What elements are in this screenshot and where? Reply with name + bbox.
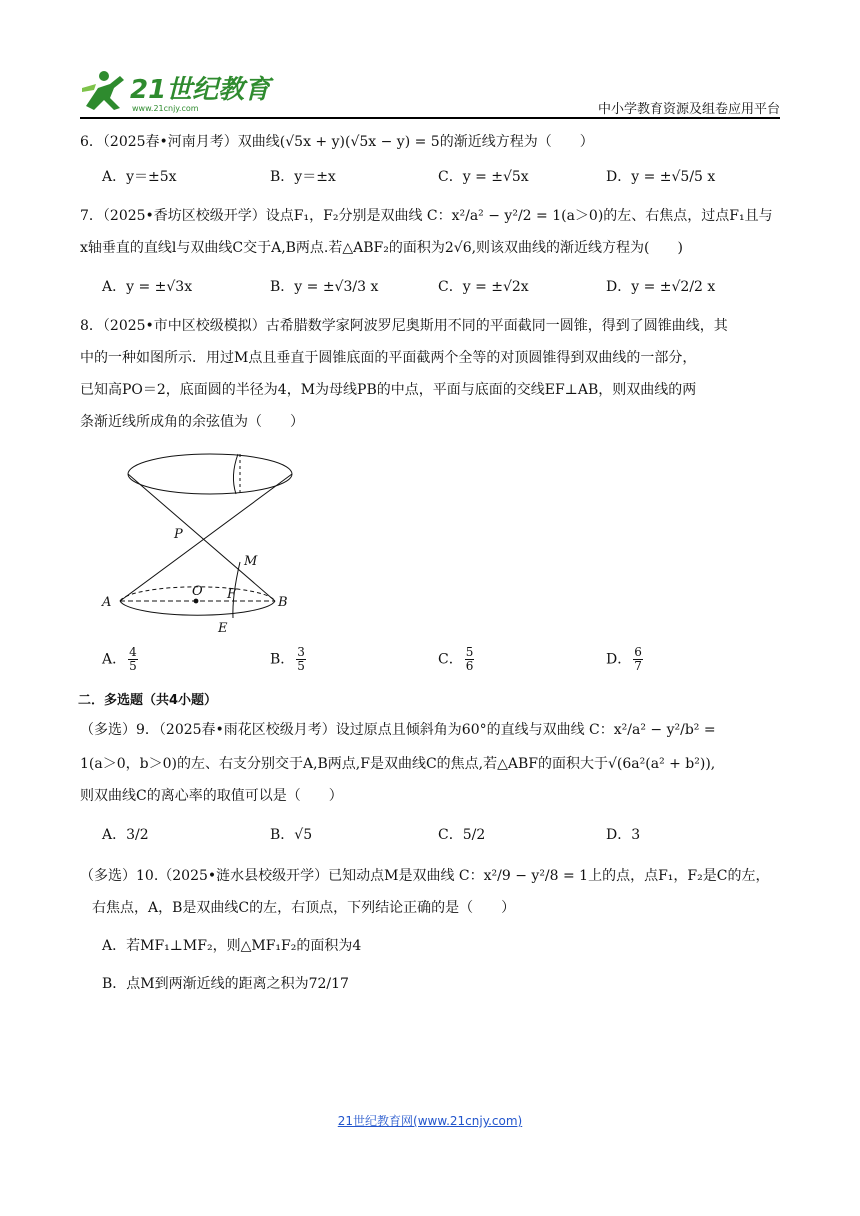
label-m: M <box>244 554 258 569</box>
option-b: B．y = ±√3/3 x <box>270 279 379 295</box>
denominator: 5 <box>297 659 305 673</box>
question-10-line-1: （多选）10.（2025•涟水县校级开学）已知动点M是双曲线 C：x²/9 − y²/8 = 1上的点，点F₁，F₂是C的左， <box>80 868 770 884</box>
question-8-line-3: 已知高PO＝2，底面圆的半径为4，M为母线PB的中点，平面与底面的交线EF⊥AB，则双曲线的两 <box>80 382 697 398</box>
fraction <box>465 646 475 673</box>
option-letter: B． <box>270 651 295 668</box>
option-letter: D． <box>606 651 632 668</box>
question-10-option-a: A．若MF₁⊥MF₂，则△MF₁F₂的面积为4 <box>102 938 362 954</box>
hyperbola-upper <box>233 454 238 494</box>
page-content <box>80 126 780 996</box>
center-point <box>194 599 199 604</box>
top-ellipse <box>128 454 292 494</box>
denominator: 5 <box>129 659 137 673</box>
label-p: P <box>174 527 183 542</box>
option-c <box>416 646 584 673</box>
question-6-options <box>80 166 780 186</box>
numerator: 6 <box>634 645 642 659</box>
numerator: 3 <box>297 645 305 659</box>
header-rule <box>80 117 780 119</box>
option-a: A．3/2 <box>102 827 149 843</box>
denominator: 6 <box>465 659 474 673</box>
option-letter: A． <box>102 651 127 668</box>
label-a: A <box>102 595 112 610</box>
platform-title: 中小学教育资源及组卷应用平台 <box>597 102 780 117</box>
question-6-stem: 6．（2025春•河南月考）双曲线(√5x + y)(√5x − y) = 5的渐近线方程为（ ） <box>80 134 594 150</box>
option-b: B．y＝±x <box>270 169 336 185</box>
question-8-line-1: 8．（2025•市中区校级模拟）古希腊数学家阿波罗尼奥斯用不同的平面截同一圆锥，得到了圆锥曲线，其 <box>80 318 728 334</box>
question-7-line-1: 7．（2025•香坊区校级开学）设点F₁，F₂分别是双曲线 C：x²/a² − y²/2 = 1(a＞0)的左、右焦点，过点F₁且与 <box>80 208 773 224</box>
option-b <box>248 646 416 673</box>
option-d: D．3 <box>606 827 641 843</box>
generatrix-left-top <box>128 474 275 601</box>
base-front-arc <box>120 601 275 615</box>
fraction <box>296 646 306 673</box>
option-c: C．5/2 <box>438 827 486 843</box>
footer-link[interactable]: 21世纪教育网(www.21cnjy.com) <box>337 1114 523 1128</box>
numerator: 5 <box>465 645 474 659</box>
runner-icon <box>82 71 124 110</box>
option-c: C．y = ±√2x <box>438 279 529 295</box>
question-9-line-1: （多选）9．（2025春•雨花区校级月考）设过原点且倾斜角为60°的直线与双曲线 C：x²/a² − y²/b² = <box>80 722 716 738</box>
option-d <box>584 646 752 673</box>
option-d: D．y = ±√5/5 x <box>606 169 716 185</box>
label-o: O <box>192 584 203 599</box>
label-e: E <box>218 621 228 636</box>
section-2-heading: 二．多选题（共4小题） <box>78 693 218 708</box>
question-10-option-b: B．点M到两渐近线的距离之积为72/17 <box>102 976 349 992</box>
logo-text: 21世纪教育 <box>130 75 271 105</box>
label-b: B <box>278 595 288 610</box>
option-a: A．y＝±5x <box>102 169 177 185</box>
option-c: C．y = ±√5x <box>438 169 529 185</box>
option-a: A．y = ±√3x <box>102 279 193 295</box>
question-8-line-2: 中的一种如图所示．用过M点且垂直于圆锥底面的平面截两个全等的对顶圆锥得到双曲线的一部分， <box>80 350 697 366</box>
page-header <box>80 60 780 118</box>
question-7-options <box>80 276 780 296</box>
generatrix-right-top <box>120 474 292 601</box>
question-9-options <box>80 824 780 844</box>
cone-figure <box>100 446 300 636</box>
option-a <box>80 646 248 673</box>
logo-url: www.21cnjy.com <box>132 104 199 113</box>
question-8-options <box>80 646 780 673</box>
label-f: F <box>227 587 237 602</box>
option-letter: C． <box>438 651 463 668</box>
fraction <box>633 646 643 673</box>
option-b: B．√5 <box>270 827 313 843</box>
denominator: 7 <box>634 659 642 673</box>
question-7-line-2: x轴垂直的直线l与双曲线C交于A,B两点.若△ABF₂的面积为2√6,则该双曲线的渐近线方程为( ) <box>80 240 683 256</box>
option-d: D．y = ±√2/2 x <box>606 279 716 295</box>
logo <box>80 66 271 114</box>
question-10-line-2: 右焦点，A，B是双曲线C的左，右顶点，下列结论正确的是（ ） <box>92 900 516 916</box>
numerator: 4 <box>129 645 137 659</box>
question-8-line-4: 条渐近线所成角的余弦值为（ ） <box>80 414 304 430</box>
question-9-line-2: 1(a＞0，b＞0)的左、右支分别交于A,B两点,F是双曲线C的焦点,若△ABF的面积大于√(6a²(a² + b²)), <box>80 756 716 772</box>
question-9-line-3: 则双曲线C的离心率的取值可以是（ ） <box>80 788 343 804</box>
fraction <box>128 646 138 673</box>
